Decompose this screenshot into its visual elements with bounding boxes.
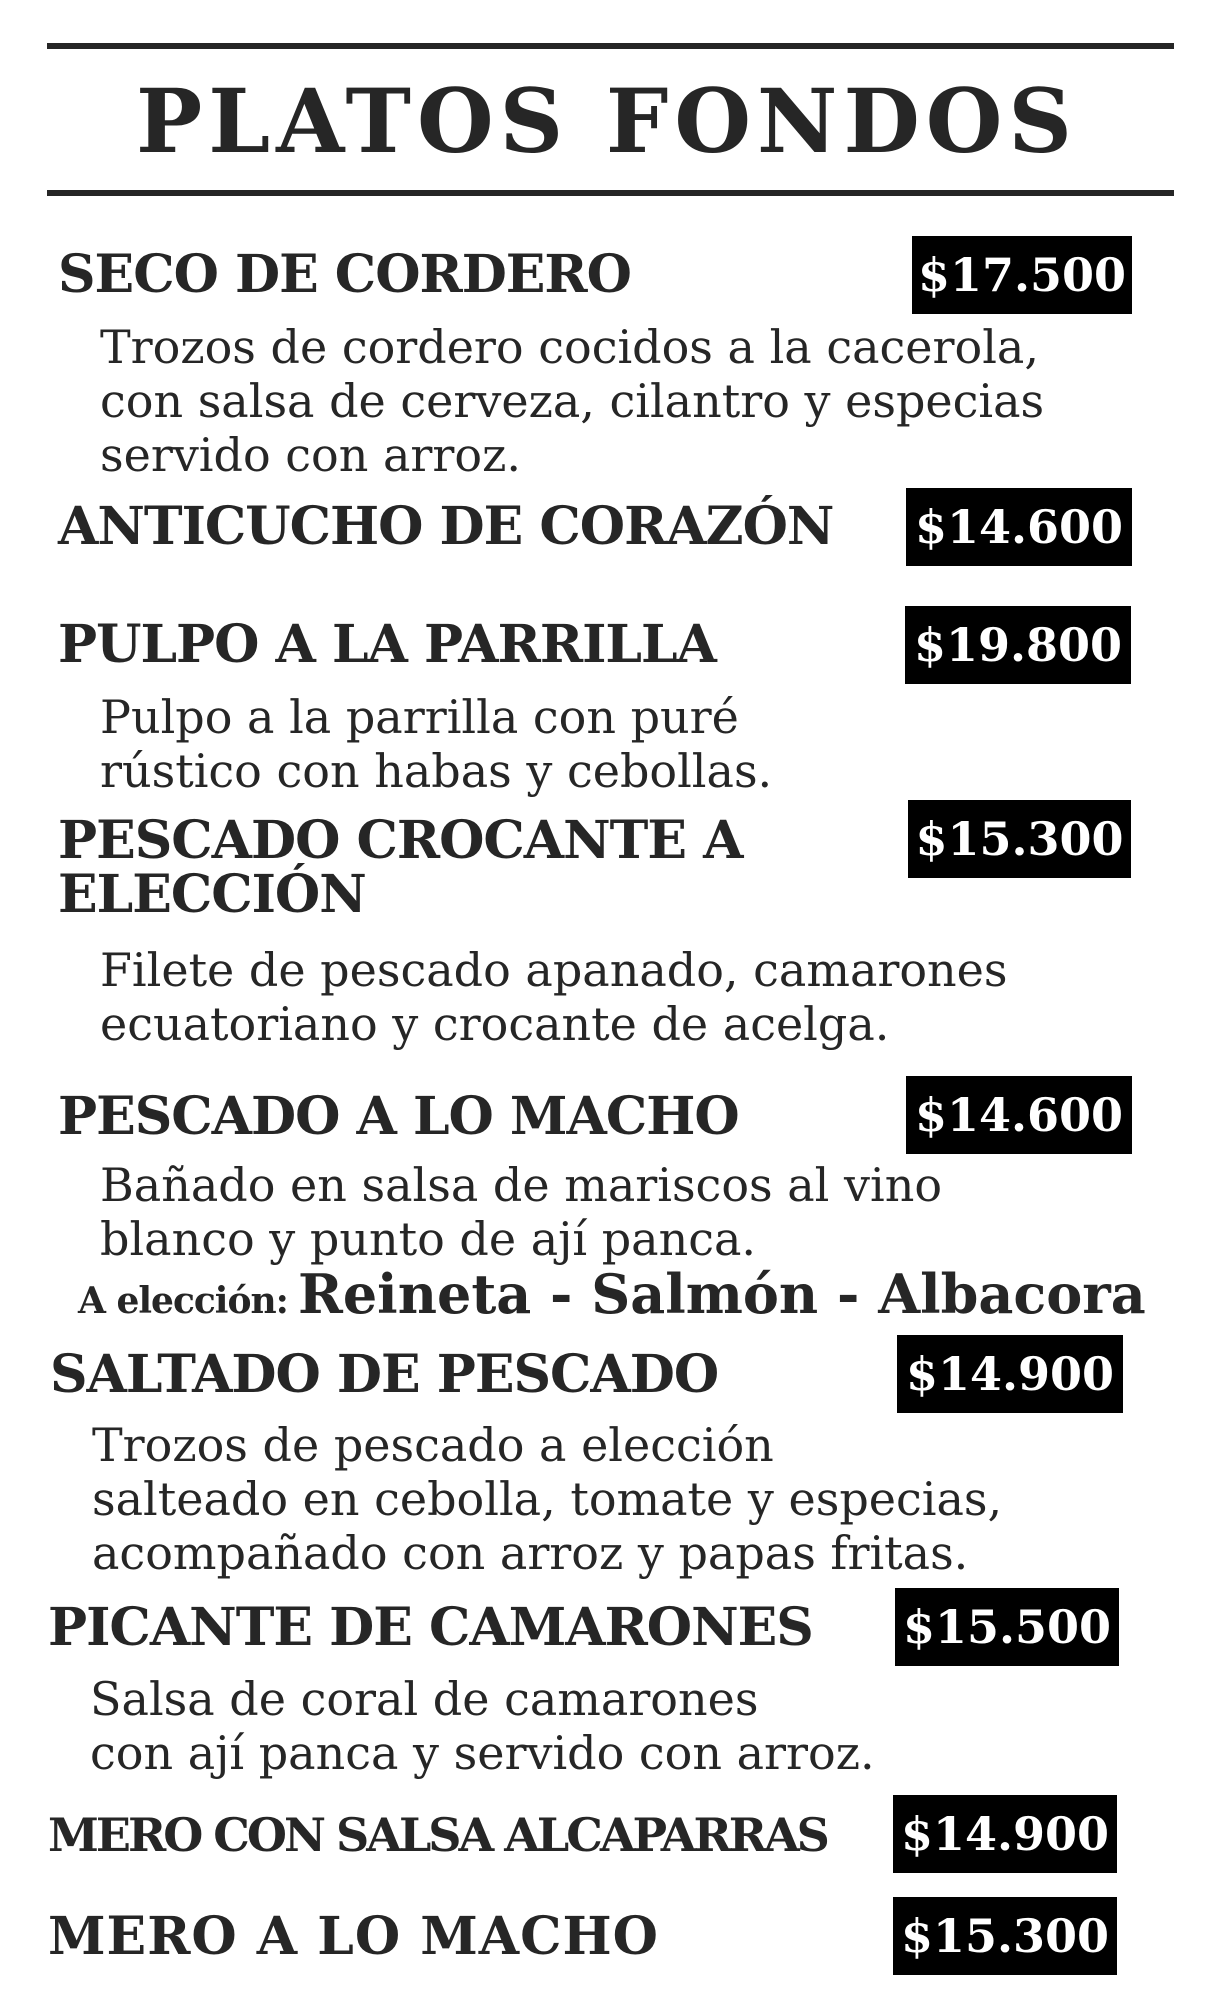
top-divider [47,43,1174,49]
choice-options: Reineta - Salmón - Albacora [297,1262,1146,1326]
item-name: SALTADO DE PESCADO [50,1344,719,1405]
choice-label: A elección: [78,1280,288,1322]
item-name: MERO CON SALSA ALCAPARRAS [48,1808,827,1862]
price-badge: $14.600 [906,488,1132,566]
item-name: SECO DE CORDERO [58,244,631,305]
item-name: ANTICUCHO DE CORAZÓN [58,496,834,557]
price-badge: $15.300 [908,800,1131,878]
fish-choice [78,1262,1146,1326]
item-description: Salsa de coral de camarones con ají panca y servido con arroz. [90,1672,875,1780]
price-badge: $15.300 [893,1897,1117,1975]
price-badge: $15.500 [895,1588,1119,1666]
item-description: Filete de pescado apanado, camarones ecuatoriano y crocante de acelga. [100,943,1008,1051]
price-badge: $14.600 [906,1076,1132,1154]
item-name: PESCADO A LO MACHO [58,1086,739,1147]
price-badge: $19.800 [905,606,1131,684]
price-badge: $17.500 [912,236,1132,314]
item-name: PULPO A LA PARRILLA [58,614,716,675]
price-badge: $14.900 [897,1335,1123,1413]
item-description: Bañado en salsa de mariscos al vino blanco y punto de ají panca. [100,1158,943,1266]
title-divider [47,190,1174,196]
item-description: Pulpo a la parrilla con puré rústico con habas y cebollas. [100,690,773,798]
item-name: PICANTE DE CAMARONES [48,1597,813,1658]
item-description: Trozos de pescado a elección salteado en cebolla, tomate y especias, acompañado con arroz y papas fritas. [92,1418,1003,1580]
page-title: PLATOS FONDOS [136,69,1078,173]
price-badge: $14.900 [893,1795,1117,1873]
item-name: PESCADO CROCANTE A ELECCIÓN [58,810,743,925]
item-description: Trozos de cordero cocidos a la cacerola, con salsa de cerveza, cilantro y especias servido con arroz. [100,320,1045,482]
item-name: MERO A LO MACHO [48,1906,659,1967]
